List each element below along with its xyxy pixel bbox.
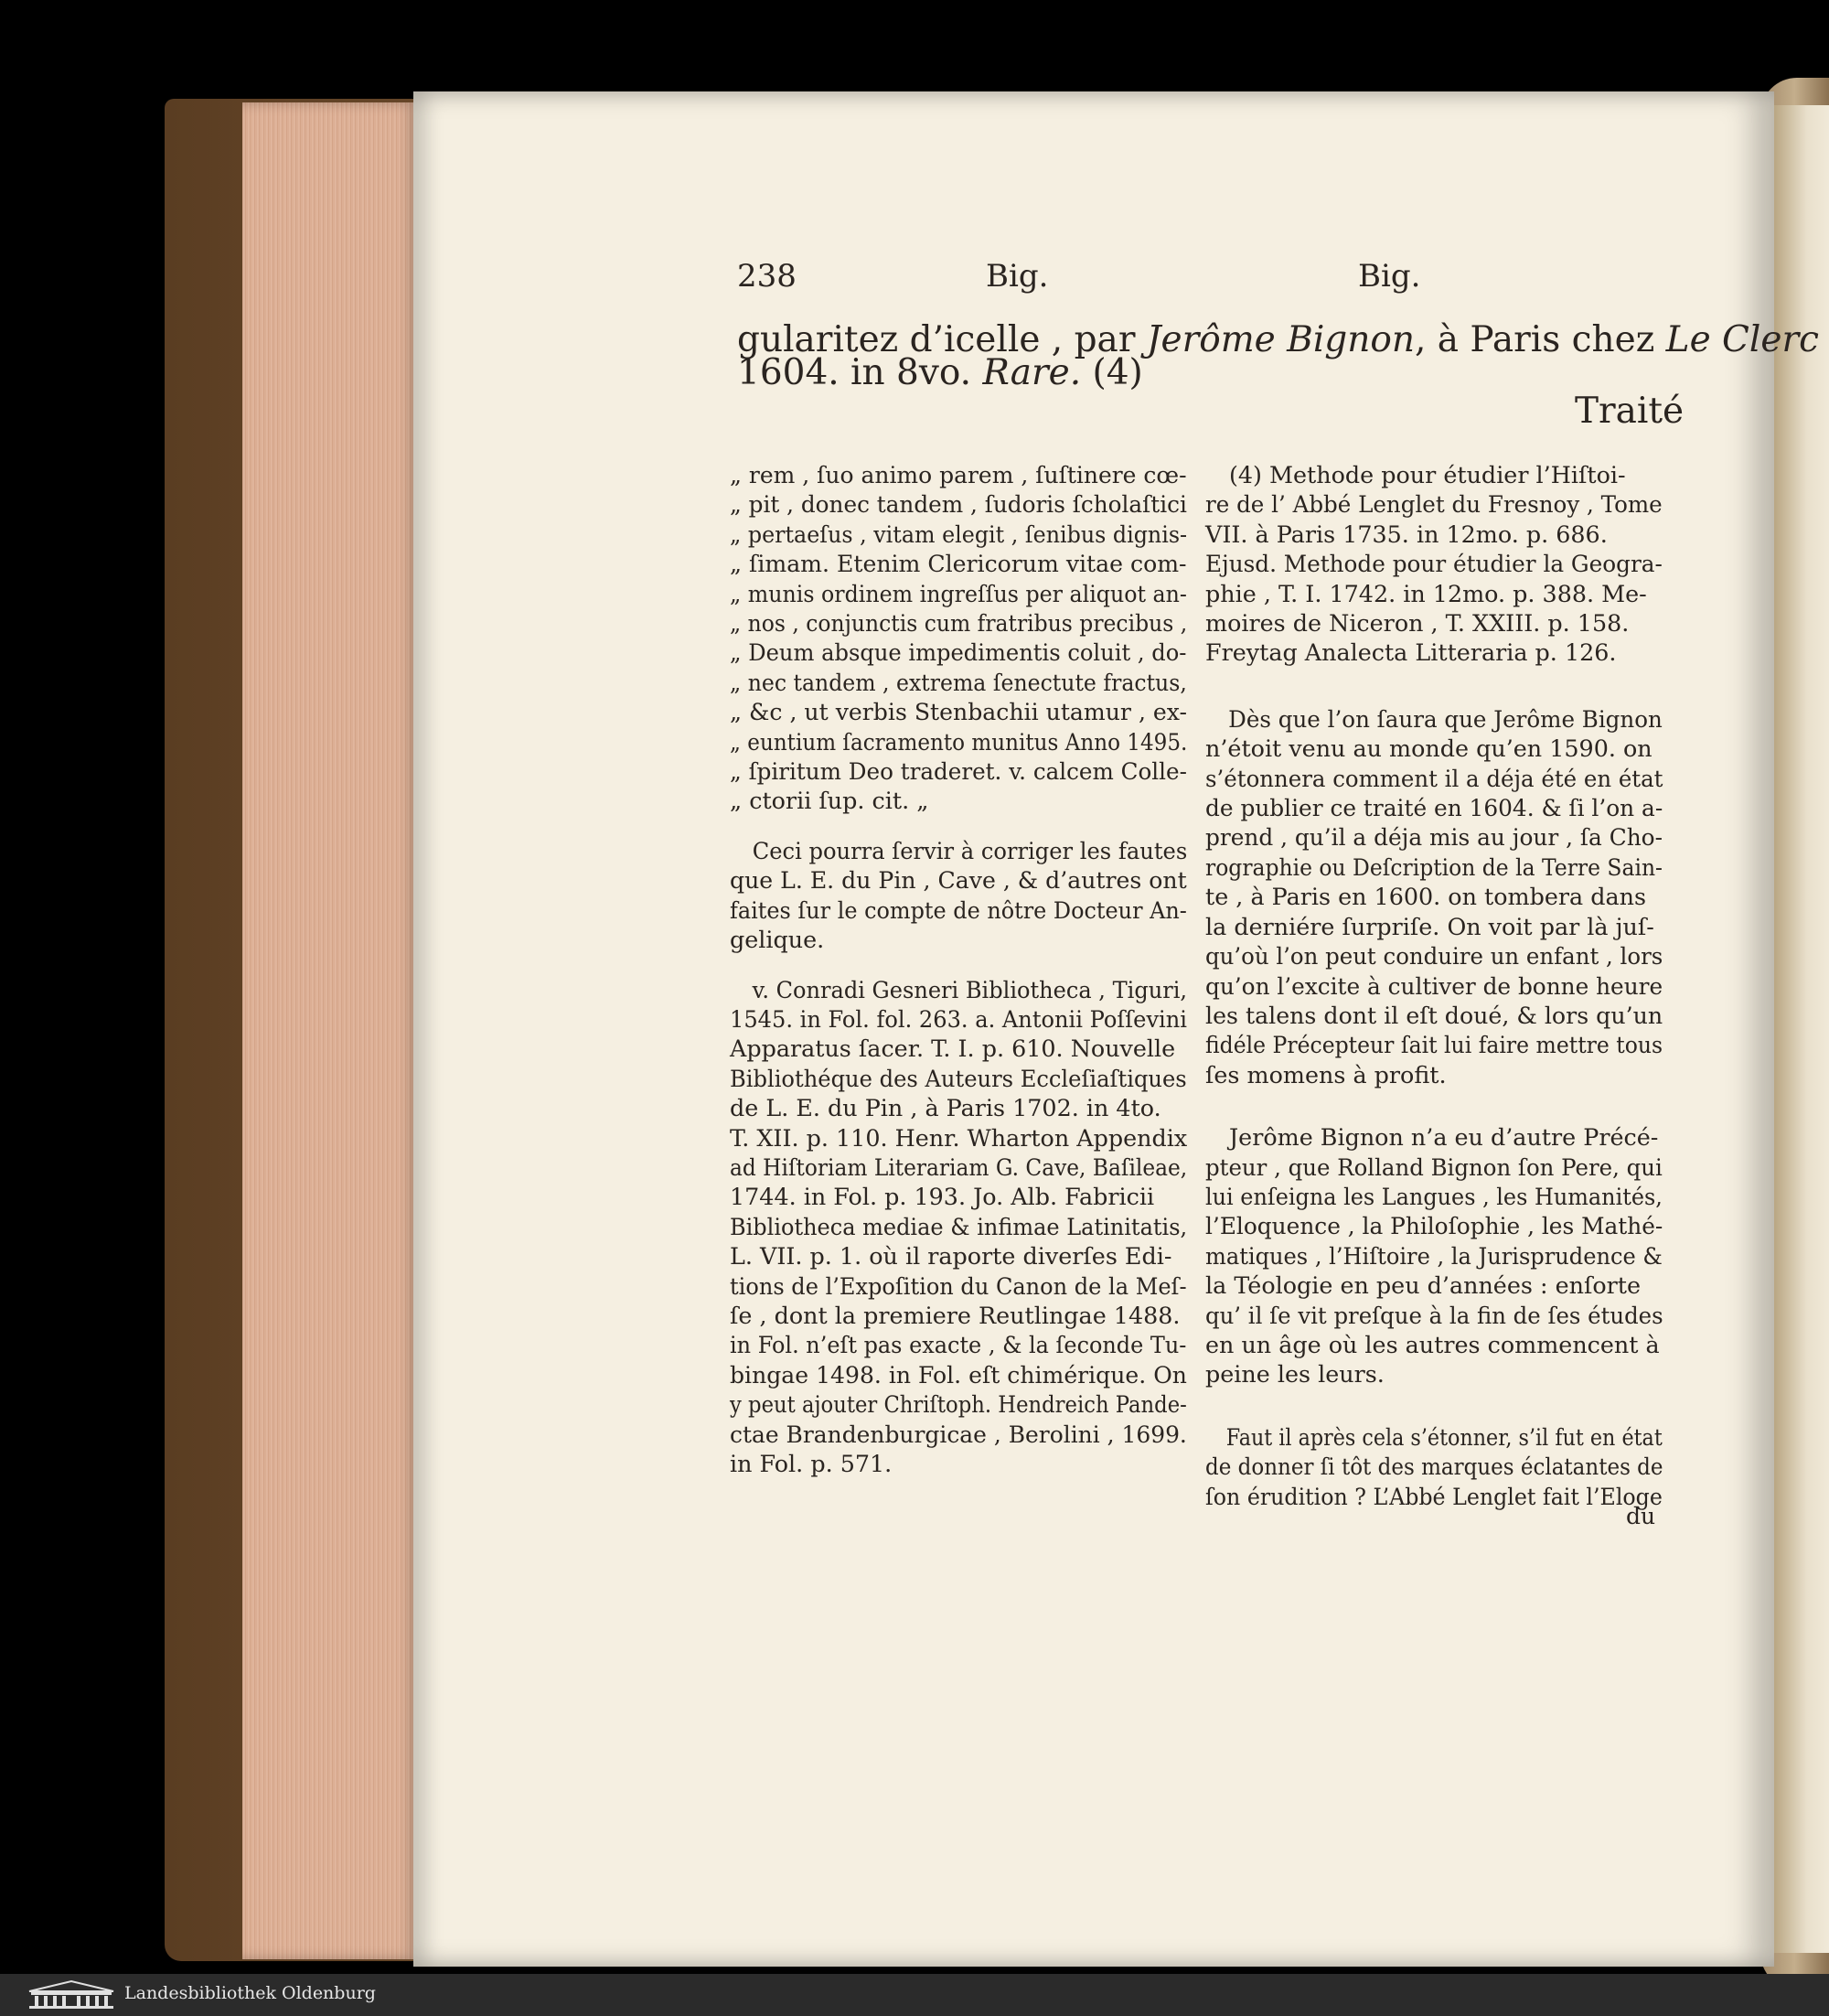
text-line: „ munis ordinem ingreſſus per aliquot an- [730,579,1187,607]
text-line: gelique. [730,926,825,954]
text-line: „ pit , donec tandem , ſudoris ſcholaſtici [730,490,1187,519]
next-page-edge [1774,105,1829,1953]
text-line: ſon érudition ? L’Abbé Lenglet fait l’Eloge [1205,1482,1663,1510]
text-line: Faut il après cela s’étonner, s’il fut en état [1225,1422,1663,1451]
text-line: ad Hiſtoriam Literariam G. Cave, Baſileae, [730,1153,1188,1181]
text-line: in Fol. p. 571. [730,1450,893,1477]
text-line: phie , T. I. 1742. in 12mo. p. 388. Me- [1205,579,1647,607]
text-line: T. XII. p. 110. Henr. Wharton Appendix [730,1123,1188,1152]
text-line: in Fol. n’eſt pas exacte , & la ſeconde Tu- [730,1331,1187,1359]
text-line: Dès que l’on ſaura que Jerôme Bignon [1228,704,1663,733]
text-line: L. VII. p. 1. où il raporte diverſes Edi- [730,1242,1172,1271]
right-column [1205,460,1663,1511]
text-line: s’étonnera comment il a déja été en état [1205,764,1663,792]
library-building-icon [26,1978,117,2010]
text-line: qu’ il ſe vit preſque à la fin de ſes études [1205,1301,1663,1329]
text-line: Freytag Analecta Litteraria p. 126. [1205,638,1617,667]
text-line: „ pertaeſus , vitam elegit , ſenibus dignis- [730,520,1188,548]
text-line: Apparatus ſacer. T. I. p. 610. Nouvelle [730,1035,1176,1063]
text-line: tions de l’Expoſition du Canon de la Meſ- [730,1271,1187,1300]
text-line: „ nec tandem , extrema ſenectute fractus, [730,668,1187,696]
text-line: ſes momens à profit. [1205,1060,1447,1088]
text-line: que L. E. du Pin , Cave , & d’autres ont [730,866,1187,895]
text-line: „ euntium ſacramento munitus Anno 1495. [730,727,1188,756]
text-line: la Téologie en peu d’années : enſorte [1205,1271,1642,1300]
text-line: fidéle Précepteur ſait lui faire mettre tous [1205,1031,1663,1059]
text-line: l’Eloquence , la Philoſophie , les Mathé- [1205,1212,1663,1240]
text-line: „ &c , ut verbis Stenbachii utamur , ex- [730,698,1188,726]
quote-paragraph [730,460,1187,816]
text-line: moires de Niceron , T. XXIII. p. 158. [1205,609,1630,638]
text-line: „ ſimam. Etenim Clericorum vitae com- [730,550,1187,578]
text-line: en un âge où les autres commencent à [1205,1330,1660,1358]
text-line: Ceci pourra ſervir à corriger les fautes [752,836,1188,864]
title-continuation-line-2: 1604. in 8vo. Rare. (4) [737,352,1143,393]
text-line: la derniére ſurpriſe. On voit par là juſ- [1205,912,1654,940]
text-line: qu’on l’excite à cultiver de bonne heure [1205,971,1663,1000]
text-line: „ rem , ſuo animo parem , ſuſtinere cœ- [730,461,1187,488]
text-line: peine les leurs. [1205,1360,1385,1389]
text-line: qu’où l’on peut conduire un enfant , lors [1205,942,1663,970]
page-block-edge [242,102,418,1959]
ceci-paragraph [730,836,1187,955]
text-line: bingae 1498. in Fol. eſt chimérique. On [730,1360,1187,1389]
des-paragraph [1205,704,1663,1089]
page-number: 238 [737,258,797,295]
text-line: „ Deum absque impedimentis coluit , do- [730,638,1187,667]
library-name: Landesbibliothek Oldenburg [124,1983,376,2003]
running-head-right: Big. [1358,258,1421,295]
text-line: „ ſpiritum Deo traderet. v. calcem Colle- [730,757,1187,786]
text-line: „ ctorii ſup. cit. „ [730,787,929,815]
title-continuation-line-1: gularitez d’icelle , par Jerôme Bignon, à Paris chez Le Clerc [737,319,1819,360]
text-line: 1545. in Fol. fol. 263. a. Antonii Poſſevini [730,1004,1187,1033]
text-line: les talens dont il eſt doué, & lors qu’un [1205,1001,1663,1029]
text-line: rographie ou Deſcription de la Terre Sain- [1205,853,1663,881]
text-line: de donner ſi tôt des marques éclatantes de [1205,1453,1663,1481]
text-line: re de l’ Abbé Lenglet du Fresnoy , Tome [1205,490,1663,519]
text-line: prend , qu’il a déja mis au jour , ſa Cho- [1205,823,1663,852]
left-column [730,460,1187,1478]
text-line: de L. E. du Pin , à Paris 1702. in 4to. [730,1094,1161,1122]
text-line: 1744. in Fol. p. 193. Jo. Alb. Fabricii [730,1183,1155,1211]
text-line: Bibliothéque des Auteurs Eccleſiaſtiques [730,1064,1187,1092]
note-paragraph [1205,460,1663,668]
text-line: pteur , que Rolland Bignon ſon Pere, qui [1205,1153,1663,1181]
text-line: Bibliotheca mediae & infimae Latinitatis, [730,1212,1188,1240]
text-line: te , à Paris en 1600. on tombera dans [1205,883,1646,911]
text-line: (4) Methode pour étudier l’Hiſtoi- [1229,461,1626,488]
running-head-left: Big. [986,258,1049,295]
text-line: faites ſur le compte de nôtre Docteur An- [730,895,1187,924]
text-line: de publier ce traité en 1604. & ſi l’on a- [1205,794,1663,822]
text-line: matiques , l’Hiſtoire , la Jurisprudence & [1205,1241,1663,1270]
catchword-bottom: du [1626,1503,1656,1529]
references-paragraph [730,975,1187,1479]
text-line: ſe , dont la premiere Reutlingae 1488. [730,1301,1181,1329]
text-line: y peut ajouter Chriſtoph. Hendreich Pande- [730,1390,1187,1419]
text-line: ctae Brandenburgicae , Berolini , 1699. [730,1420,1187,1448]
text-line: Jerôme Bignon n’a eu d’autre Précé- [1229,1123,1659,1152]
catchword-top: Traité [1575,391,1685,432]
text-line: v. Conradi Gesneri Bibliotheca , Tiguri, [752,975,1188,1003]
text-line: Ejusd. Methode pour étudier la Geogra- [1205,550,1663,578]
text-line: n’étoit venu au monde qu’en 1590. on [1205,735,1653,763]
text-line: VII. à Paris 1735. in 12mo. p. 686. [1205,520,1608,548]
jerome-paragraph [1205,1122,1663,1389]
faut-paragraph [1205,1422,1663,1511]
text-line: lui enſeigna les Langues , les Humanités, [1205,1182,1663,1210]
text-line: „ nos , conjunctis cum fratribus precibus , [730,609,1188,638]
